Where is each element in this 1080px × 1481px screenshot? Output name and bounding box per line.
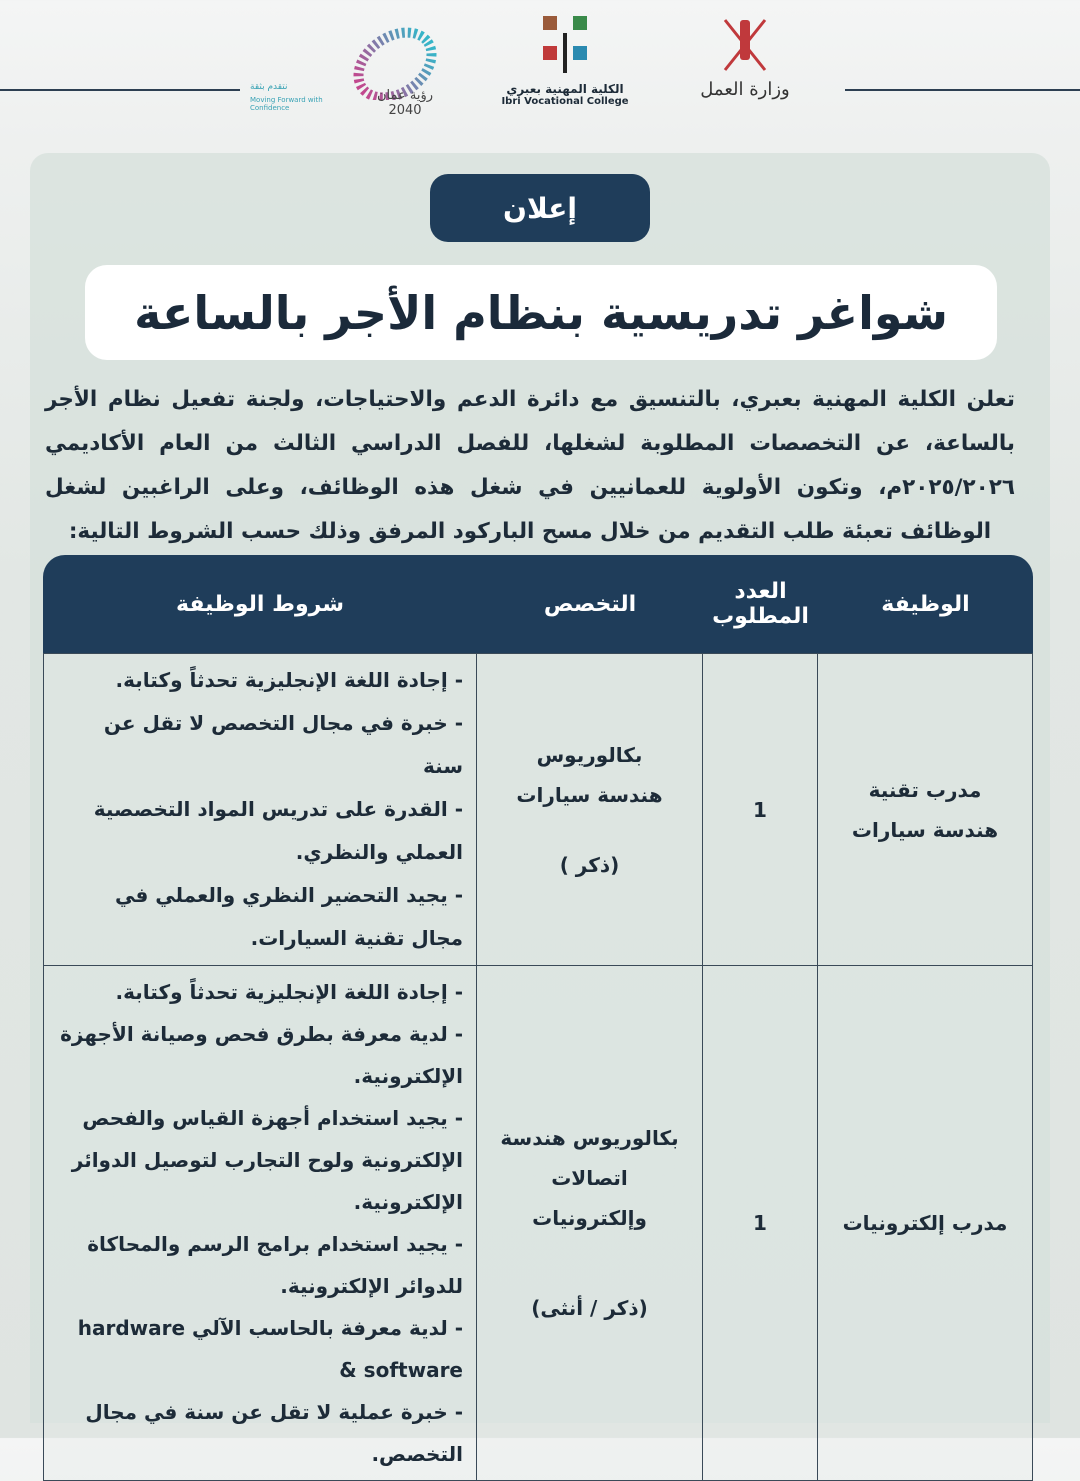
- page-title: شواغر تدريسية بنظام الأجر بالساعة: [85, 265, 997, 360]
- requirements-cell: [43, 966, 477, 1481]
- count-cell: 1: [703, 653, 818, 966]
- ministry-of-labour-logo: [680, 15, 810, 120]
- announcement-badge: إعلان: [430, 174, 650, 242]
- requirement-item: - لدية معرفة بطرق فحص وصيانة الأجهزة الإلكترونية.: [57, 1013, 463, 1097]
- gender-text: (ذكر ): [559, 852, 620, 877]
- college-emblem-icon: [535, 8, 595, 78]
- vision-slogan-en: Moving Forward with Confidence: [250, 96, 323, 112]
- table-row: [43, 653, 1033, 966]
- college-name-ar: الكلية المهنية بعبري: [506, 82, 624, 96]
- intro-paragraph: تعلن الكلية المهنية بعبري، بالتنسيق مع دائرة الدعم والاحتياجات، ولجنة تفعيل نظام الأجر بالساعة، عن التخصصات المطلوبة لشغلها، للفصل الدراسي الثالث من العام الأكاديمي ٢٠٢٥/٢٠٢٦م، وتكون الأولوية للعمانيين في شغل هذه الوظائف، وعلى الراغبين لشغل الوظائف تعبئة طلب التقديم من خلال مسح الباركود المرفق وذلك حسب الشروط التالية:: [45, 387, 1015, 544]
- table-header-row: [43, 555, 1033, 653]
- header-count: العدد المطلوب: [703, 555, 818, 653]
- specialty-cell: [477, 653, 703, 966]
- specialty-text: بكالوريوس هندسة اتصالات وإلكترونيات: [500, 1126, 679, 1230]
- requirement-item: - خبرة في مجال التخصص لا تقل عن سنة: [57, 702, 463, 788]
- requirement-item: - خبرة عملية لا تقل عن سنة في مجال التخصص.: [57, 1391, 463, 1475]
- requirement-item: - إجادة اللغة الإنجليزية تحدثاً وكتابة.: [57, 971, 463, 1013]
- requirement-item: - يجيد استخدام أجهزة القياس والفحص الإلكترونية ولوح التجارب لتوصيل الدوائر الإلكترونية.: [57, 1097, 463, 1223]
- header-logos: [240, 0, 820, 130]
- gender-text: (ذكر / أنثى): [531, 1296, 648, 1320]
- count-cell: 1: [703, 966, 818, 1481]
- requirement-item: - لدية معرفة بالحاسب الآلي hardware & software: [57, 1307, 463, 1391]
- header-rule-right: [845, 89, 1080, 91]
- ministry-name: وزارة العمل: [700, 79, 790, 100]
- table-row: [43, 966, 1033, 1481]
- vision-logo-text: رؤية عمان 2040: [376, 88, 434, 118]
- specialty-cell: [477, 966, 703, 1481]
- college-logo: [490, 8, 640, 118]
- header-specialty: التخصص: [477, 555, 703, 653]
- college-name-en: Ibri Vocational College: [501, 96, 629, 107]
- vision-slogan-ar: نتقدم بثقة: [250, 82, 288, 92]
- oman-emblem-icon: [720, 15, 770, 75]
- header-rule-left: [0, 89, 240, 91]
- requirements-cell: [43, 653, 477, 966]
- vision-2040-logo: [250, 20, 450, 120]
- job-title: مدرب تقنية هندسة سيارات: [851, 777, 999, 842]
- specialty-text: بكالوريوس هندسة سيارات: [516, 742, 663, 807]
- job-cell: مدرب إلكترونيات: [818, 966, 1033, 1481]
- requirement-item: - إجادة اللغة الإنجليزية تحدثاً وكتابة.: [57, 659, 463, 702]
- requirement-item: - يجيد التحضير النظري والعملي في مجال تقنية السيارات.: [57, 874, 463, 960]
- requirement-item: - القدرة على تدريس المواد التخصصية العملي والنظري.: [57, 788, 463, 874]
- requirement-item: - يجيد استخدام برامج الرسم والمحاكاة للدوائر الإلكترونية.: [57, 1223, 463, 1307]
- vacancies-table: [43, 555, 1033, 1481]
- header-job: الوظيفة: [818, 555, 1033, 653]
- header-requirements: شروط الوظيفة: [43, 555, 477, 653]
- job-cell: [818, 653, 1033, 966]
